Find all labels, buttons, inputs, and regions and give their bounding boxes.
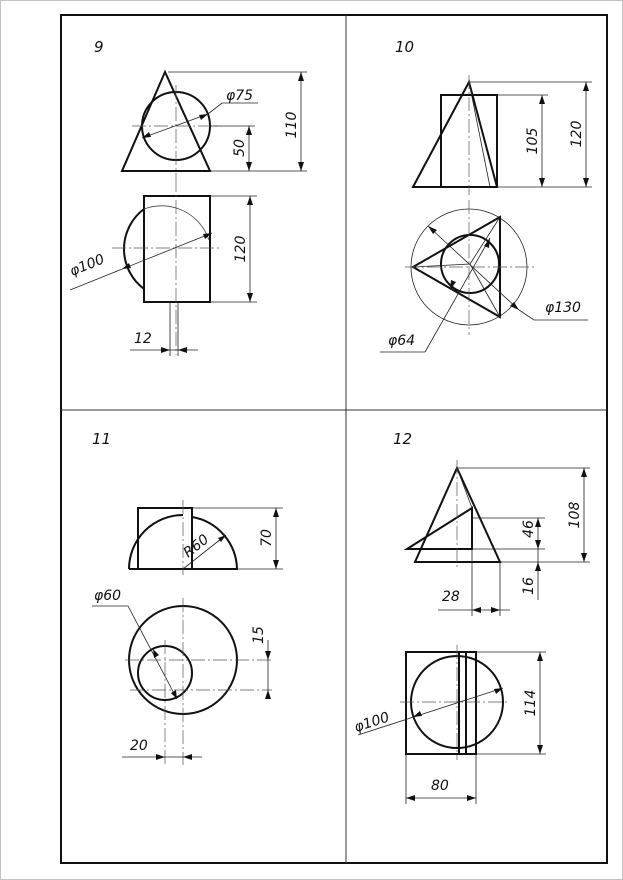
dim-height-50: 50 [232,139,248,157]
cone-front-view [122,72,210,171]
panel-11 [92,430,283,765]
edge-line [457,468,472,508]
arrow-head [218,535,226,542]
panel-number: 9 [94,38,104,56]
dim-offset-20: 20 [130,738,148,754]
dim-diameter-64: φ64 [388,333,416,349]
edge-line [470,217,500,264]
panel-number: 11 [92,430,112,448]
cylinder-outline [124,209,144,289]
dim-width-12: 12 [134,331,152,347]
dim-height-120: 120 [233,235,249,263]
prism-front-view [407,508,472,549]
leader-line [208,103,258,114]
dim-width-80: 80 [431,778,449,794]
dim-radius-60: R60 [180,531,213,562]
prism-top-view [144,196,210,302]
panel-9 [68,38,307,356]
dim-height-46: 46 [521,520,537,538]
dim-height-105: 105 [525,127,541,155]
dim-height-114: 114 [523,689,539,717]
panel-number: 12 [393,430,413,448]
pyramid-front-view [413,82,497,187]
dim-diameter-100: φ100 [67,251,107,280]
dim-diameter-130: φ130 [545,300,581,316]
dim-height-120: 120 [569,120,585,148]
arrow-head [199,114,208,120]
panel-12 [352,430,590,804]
dim-height-108: 108 [567,501,583,529]
hidden-arc [144,206,209,240]
dim-height-70: 70 [259,529,275,547]
dim-diameter-75: φ75 [226,88,254,104]
dim-offset-15: 15 [251,626,267,644]
dim-height-110: 110 [284,111,300,139]
panel-number: 10 [395,38,415,56]
dim-diameter-100: φ100 [352,709,392,736]
dim-diameter-60: φ60 [94,588,122,604]
panel-10 [380,38,592,352]
dim-height-16: 16 [521,577,537,595]
edge-line [469,82,490,187]
cone-front-view [415,468,500,562]
dim-width-28: 28 [442,589,460,605]
